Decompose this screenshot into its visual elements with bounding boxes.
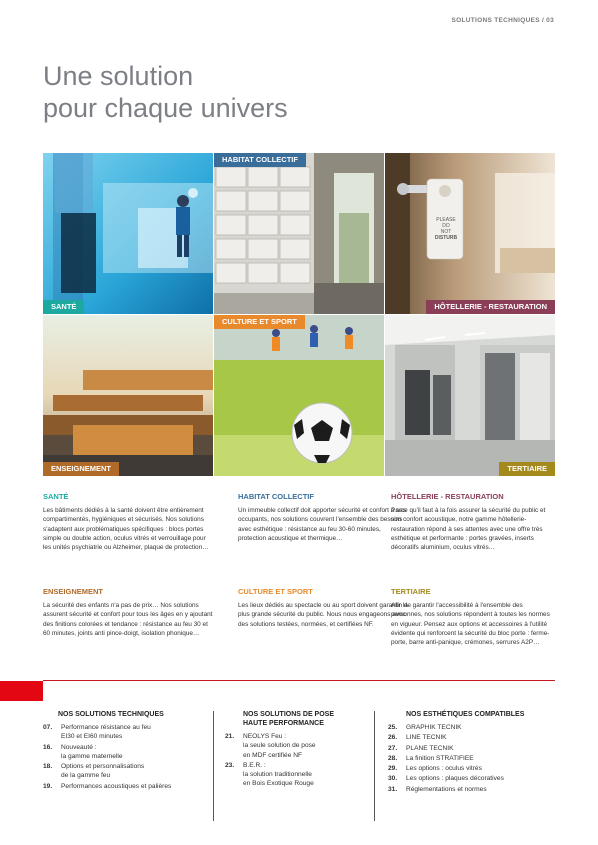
toc-entry[interactable] xyxy=(388,754,553,763)
toc-page-number: 18. xyxy=(43,763,53,771)
toc-column-solutions xyxy=(43,710,203,792)
section-title-enseignement: ENSEIGNEMENT xyxy=(43,587,104,596)
page-title xyxy=(43,60,403,124)
toc-page-number: 31. xyxy=(388,785,398,793)
toc-entry[interactable] xyxy=(388,744,553,753)
sport-hall-ball-image xyxy=(214,315,384,476)
tile-sante xyxy=(43,153,213,314)
office-corridor-image xyxy=(385,315,555,476)
tile-habitat-collectif xyxy=(214,153,384,314)
toc-entry[interactable] xyxy=(43,723,203,742)
section-title-hotellerie: HÔTELLERIE - RESTAURATION xyxy=(391,492,504,501)
toc-page-number: 25. xyxy=(388,724,398,731)
door-sign-line: DO xyxy=(442,223,450,229)
toc-entry[interactable] xyxy=(43,762,203,781)
toc-entry-text: LINE TECNIK xyxy=(406,734,447,742)
section-title-culture: CULTURE ET SPORT xyxy=(238,587,313,596)
tile-tertiaire xyxy=(385,315,555,476)
toc-entry[interactable] xyxy=(43,782,203,791)
title-line-1: Une solution xyxy=(43,61,194,91)
toc-entry-text: Performance résistance au feu EI30 et EI60 minutes xyxy=(61,724,151,741)
toc-entry-text: PLANE TECNIK xyxy=(406,744,454,752)
section-divider xyxy=(43,680,555,681)
section-tertiaire xyxy=(391,587,556,647)
toc-entry[interactable] xyxy=(388,764,553,773)
toc-entry[interactable] xyxy=(43,743,203,762)
tile-culture-sport xyxy=(214,315,384,476)
toc-page-number: 16. xyxy=(43,743,53,751)
section-sante xyxy=(43,492,213,552)
toc-entry-text: Réglementations et normes xyxy=(406,785,487,793)
tile-label-enseignement: ENSEIGNEMENT xyxy=(43,462,119,476)
tile-label-culture: CULTURE ET SPORT xyxy=(214,315,305,329)
toc-page-number: 30. xyxy=(388,775,398,783)
toc-entry-text: Performances acoustiques et palières xyxy=(61,782,172,790)
toc-title-esthetiques: NOS ESTHÉTIQUES COMPATIBLES xyxy=(406,711,525,718)
toc-entry-text: Nouveauté : la gamme maternelle xyxy=(61,743,123,760)
toc-title-pose: NOS SOLUTIONS DE POSE HAUTE PERFORMANCE xyxy=(243,711,335,727)
toc-entry[interactable] xyxy=(388,723,553,732)
toc-column-pose xyxy=(225,710,365,790)
door-hanger-text xyxy=(431,217,461,241)
section-text-culture: Les lieux dédiés au spectacle ou au sport doivent garantir la plus grande sécurité du public. Nous nous engageons avec des solutions testées, normées, et certifiées NF. xyxy=(238,602,408,628)
section-habitat xyxy=(238,492,408,543)
toc-entry[interactable] xyxy=(388,733,553,742)
toc-entry[interactable] xyxy=(388,785,553,794)
title-line-2: pour chaque univers xyxy=(43,93,288,123)
toc-page-number: 26. xyxy=(388,734,398,742)
hotel-door-image xyxy=(385,153,555,314)
tile-label-hotellerie: HÔTELLERIE - RESTAURATION xyxy=(426,300,555,314)
section-hotellerie xyxy=(391,492,556,552)
mailbox-hallway-image xyxy=(214,153,384,314)
tile-label-sante: SANTÉ xyxy=(43,300,84,314)
sector-image-grid xyxy=(43,153,555,476)
door-sign-line: NOT xyxy=(440,229,452,235)
toc-entry[interactable] xyxy=(225,761,365,789)
red-accent-block xyxy=(0,681,43,701)
section-text-tertiaire: Afin de garantir l'accessibilité à l'ensemble des personnes, nos solutions répondent à toutes les normes en vigueur. Pensez aux options et accessoires à l'utilité évidente qui renforcent la sécurité du bloc porte : ferme-porte, barre anti-panique, crémones, serrures A2P… xyxy=(391,602,550,647)
section-text-sante: Les bâtiments dédiés à la santé doivent être entièrement compartimentés, hygiéniques et sécurisés. Nos solutions s'adaptent aux problématiques spécifiques : blocs portes simple ou double action, oculus vitrés et verrouillage pour les unités psychiatrie ou Alzheimer, plaque de protection… xyxy=(43,507,209,552)
hospital-corridor-image xyxy=(43,153,213,314)
toc-column-esthetiques xyxy=(388,710,553,795)
toc-separator xyxy=(374,711,375,821)
toc-entry-text: La finition STRATIFIEE xyxy=(406,754,474,762)
toc-entry[interactable] xyxy=(225,732,365,760)
toc-entry-text: GRAPHIK TECNIK xyxy=(406,724,462,731)
tile-hotellerie xyxy=(385,153,555,314)
section-enseignement xyxy=(43,587,213,638)
section-culture xyxy=(238,587,408,629)
section-title-habitat: HABITAT COLLECTIF xyxy=(238,492,314,501)
toc-entry-text: B.E.R. : la solution traditionnelle en Bois Exotique Rouge xyxy=(243,761,314,788)
toc-title-solutions: NOS SOLUTIONS TECHNIQUES xyxy=(58,711,164,718)
toc-entry[interactable] xyxy=(388,774,553,783)
section-text-hotellerie: Parce qu'il faut à la fois assurer la sécurité du public et son confort acoustique, notre gamme hôtellerie-restauration répond à ses attentes avec une offre très esthétique et performante : portes gravées, inserts décoratifs aluminium, oculus vitrés… xyxy=(391,507,546,552)
tile-label-tertiaire: TERTIAIRE xyxy=(499,462,555,476)
section-title-sante: SANTÉ xyxy=(43,492,69,501)
toc-page-number: 23. xyxy=(225,761,235,769)
toc-page-number: 29. xyxy=(388,765,398,773)
page-header-label: SOLUTIONS TECHNIQUES / 03 xyxy=(451,17,554,24)
toc-page-number: 27. xyxy=(388,744,398,752)
classroom-image xyxy=(43,315,213,476)
toc-entry-text: NEOLYS Feu : la seule solution de pose en MDF certifiée NF xyxy=(243,733,316,759)
toc-entry-text: Options et personnalisations de la gamme feu xyxy=(61,763,145,780)
toc-entry-text: Les options : plaques décoratives xyxy=(406,775,504,783)
toc-page-number: 07. xyxy=(43,724,53,731)
tile-label-habitat: HABITAT COLLECTIF xyxy=(214,153,306,167)
section-text-enseignement: La sécurité des enfants n'a pas de prix… Nos solutions assurent sécurité et confort pour tous les âges en y ajoutant des finitions colorées et tendance : résistance au feu 30 et 60 minutes, joints anti pince-doigt, isolation phonique… xyxy=(43,602,213,637)
toc-page-number: 19. xyxy=(43,782,53,790)
toc-page-number: 28. xyxy=(388,754,398,762)
toc-page-number: 21. xyxy=(225,733,235,740)
toc-entry-text: Les options : oculus vitrés xyxy=(406,765,482,773)
section-text-habitat: Un immeuble collectif doit apporter sécurité et confort à ses occupants, nos solutions couvrent l'ensemble des besoins avec esthétique : résistance au feu 30-60 minutes, protection acoustique et thermique… xyxy=(238,507,407,542)
door-sign-line: DISTURB xyxy=(434,235,458,241)
section-title-tertiaire: TERTIAIRE xyxy=(391,587,431,596)
toc-separator xyxy=(213,711,214,821)
tile-enseignement xyxy=(43,315,213,476)
door-sign-line: PLEASE xyxy=(436,217,456,223)
